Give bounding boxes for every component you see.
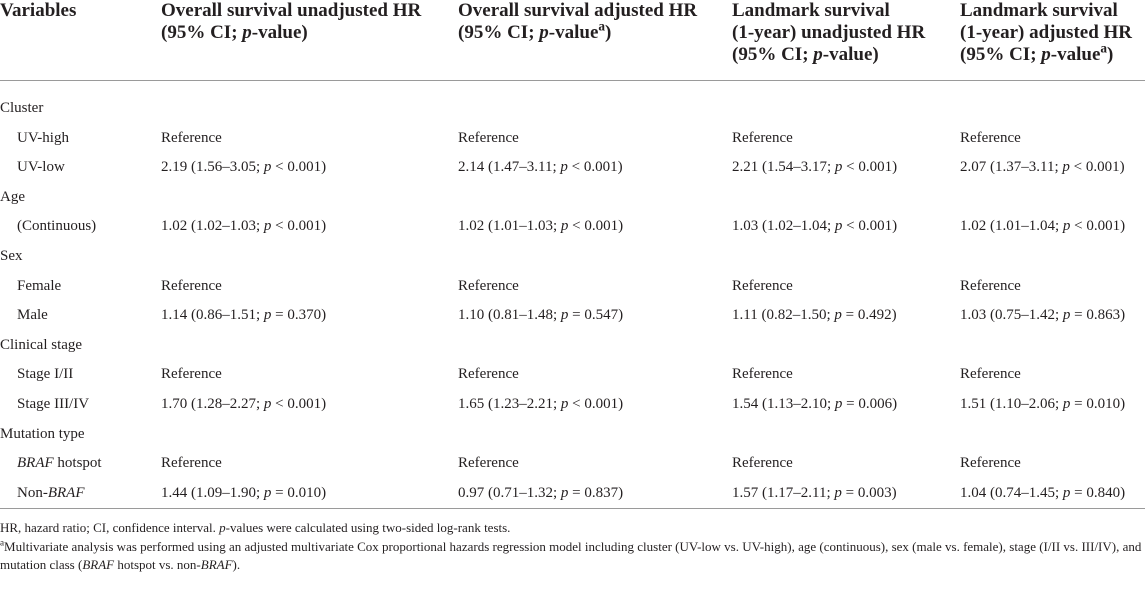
table-row [0,301,1145,331]
table-cell: Reference [960,277,1021,294]
table-cell [732,183,960,213]
table-cell: 1.02 (1.01–1.03; p < 0.001) [458,218,624,235]
table-row [0,124,1145,154]
table-cell [161,94,458,124]
table-cell: Reference [458,455,519,472]
row-group-label: Cluster [0,100,44,116]
row-group-label: Sex [0,247,23,264]
table-cell [732,242,960,272]
table-cell: 1.70 (1.28–2.27; p < 0.001) [161,395,327,412]
table-footnotes [0,519,1145,574]
table-cell: Reference [960,129,1021,146]
table-cell: 2.07 (1.37–3.11; p < 0.001) [960,159,1125,176]
table-row [0,331,1145,361]
table-cell: Reference [732,129,793,146]
table-cell: 2.21 (1.54–3.17; p < 0.001) [732,159,898,176]
table-row [0,390,1145,420]
table-cell: 0.97 (0.71–1.32; p = 0.837) [458,484,624,501]
table-cell: Reference [161,129,222,146]
spacer-row [0,81,1145,95]
table-cell [732,331,960,361]
table-cell: Reference [458,277,519,294]
row-group-label: Age [0,188,25,205]
table-row [0,183,1145,213]
table-cell: 1.10 (0.81–1.48; p = 0.547) [458,307,624,324]
table-row [0,479,1145,509]
table-cell [458,331,732,361]
table-row [0,153,1145,183]
table-row [0,212,1145,242]
table-cell [960,331,1145,361]
footnote-multivariate: $^a$Multivariate analysis was performed using an adjusted multivariate Cox proportional hazards regression model including cluster (UV-low vs. UV-high), age (continuous), sex (male vs. female), stage (I/II vs. III/IV), and mutation class (BRAF hotspot vs. non-BRAF). [0,537,1142,573]
table-cell: 2.19 (1.56–3.05; p < 0.001) [161,159,327,176]
table-cell: Reference [732,366,793,383]
table-cell: 1.14 (0.86–1.51; p = 0.370) [161,307,327,324]
table-cell [161,242,458,272]
header-landmark-unadjusted: Landmark survival (1-year) unadjusted HR (95% CI; p-value) [732,0,926,65]
table-cell: Reference [458,366,519,383]
table-header-row [0,0,1145,81]
table-cell: Reference [161,366,222,383]
header-os-adjusted: Overall survival adjusted HR (95% CI; p-value$^a$) [458,0,698,43]
table-cell: 1.51 (1.10–2.06; p = 0.010) [960,395,1126,412]
header-landmark-adjusted: Landmark survival (1-year) adjusted HR (95% CI; p-value$^a$) [960,0,1133,65]
table-cell: 1.54 (1.13–2.10; p = 0.006) [732,395,898,412]
table-body [0,81,1145,509]
table-cell: Reference [732,277,793,294]
row-label: UV-high [17,129,69,146]
table-cell: 2.14 (1.47–3.11; p < 0.001) [458,159,623,176]
header-os-unadjusted: Overall survival unadjusted HR (95% CI; p-value) [161,0,422,43]
table-row [0,449,1145,479]
table-cell: 1.03 (1.02–1.04; p < 0.001) [732,218,898,235]
table-cell: Reference [458,129,519,146]
table-cell [960,183,1145,213]
footnote-abbreviations: HR, hazard ratio; CI, confidence interval. p-values were calculated using two-sided log-rank tests. [0,520,511,536]
table-cell [732,420,960,450]
table-cell [161,420,458,450]
row-group-label: Clinical stage [0,336,83,353]
table-cell: 1.44 (1.09–1.90; p = 0.010) [161,484,327,501]
row-label: Stage I/II [17,366,74,383]
table-cell: 1.04 (0.74–1.45; p = 0.840) [960,484,1126,501]
table-cell [960,420,1145,450]
row-label: Non-BRAF [17,484,85,501]
table-cell: 1.03 (0.75–1.42; p = 0.863) [960,307,1126,324]
table-cell [458,183,732,213]
row-label: Stage III/IV [17,395,90,412]
table-cell: 1.57 (1.17–2.11; p = 0.003) [732,484,897,501]
table-cell: 1.11 (0.82–1.50; p = 0.492) [732,307,897,324]
header-variables: Variables [0,0,77,21]
table-row [0,360,1145,390]
table-row [0,420,1145,450]
row-label: (Continuous) [17,218,97,235]
table-cell [161,331,458,361]
row-label: BRAF hotspot [17,455,102,472]
table-cell [960,242,1145,272]
row-group-label: Mutation type [0,425,85,442]
row-label: Male [17,307,48,324]
table-cell [161,183,458,213]
table-cell [458,242,732,272]
table-row [0,94,1145,124]
table-cell: 1.02 (1.02–1.03; p < 0.001) [161,218,327,235]
table-cell [732,94,960,124]
table-cell: Reference [960,455,1021,472]
table-cell [458,420,732,450]
table-cell: Reference [161,277,222,294]
table-cell: Reference [960,366,1021,383]
table-cell [960,94,1145,124]
table-cell: Reference [732,455,793,472]
table-cell: 1.02 (1.01–1.04; p < 0.001) [960,218,1126,235]
row-label: Female [17,277,62,294]
table-row [0,272,1145,302]
table-row [0,242,1145,272]
table-cell: Reference [161,455,222,472]
row-label: UV-low [17,159,65,176]
table-cell: 1.65 (1.23–2.21; p < 0.001) [458,395,624,412]
table-cell [458,94,732,124]
